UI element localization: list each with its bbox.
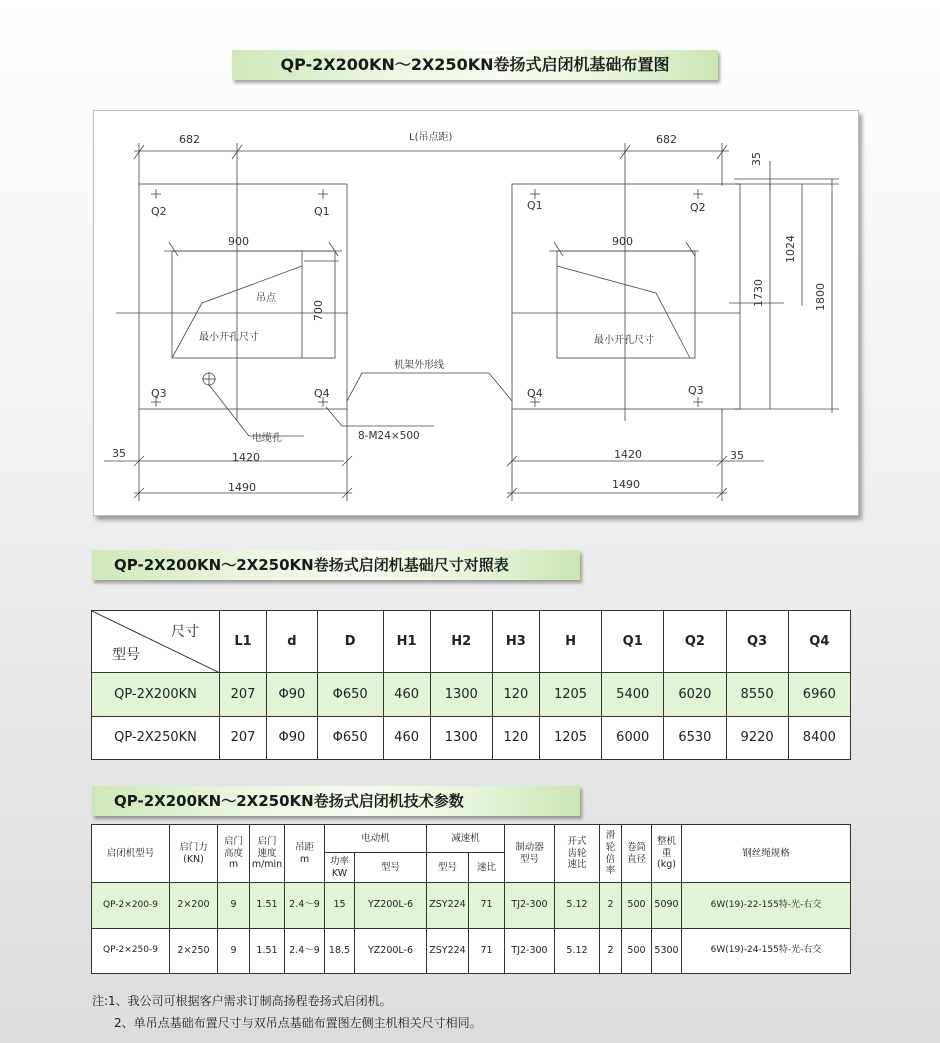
min-hole-label-right: 最小开孔尺寸: [594, 335, 654, 346]
dim-35-left: 35: [112, 447, 126, 460]
table-row: QP-2X200KN 207 Φ90 Φ650 460 1300 120 1205 5400 6020 8550 6960: [92, 673, 851, 717]
note-2: 2、单吊点基础布置尺寸与双吊点基础布置图左侧主机相关尺寸相同。: [114, 1016, 482, 1030]
dim-900-left: 900: [228, 235, 249, 248]
dim-1420-left: 1420: [232, 451, 260, 464]
q-left-top-1: Q2: [151, 205, 167, 218]
corner-size-label: 尺寸: [171, 624, 199, 640]
table1-header: Q2: [664, 611, 726, 673]
corner-model-label: 型号: [112, 647, 140, 663]
table1-title: QP-2X200KN～2X250KN卷扬式启闭机基础尺寸对照表: [92, 550, 580, 580]
dim-1730: 1730: [752, 279, 765, 307]
table1-header: H: [539, 611, 601, 673]
cable-hole-label: 电缆孔: [252, 433, 282, 444]
q-right-top-2: Q2: [690, 201, 706, 214]
hoist-point-label: 吊点: [256, 293, 276, 304]
q-left-bot-1: Q3: [151, 387, 167, 400]
q-left-bot-2: Q4: [314, 387, 330, 400]
dim-682-left: 682: [179, 133, 200, 146]
dim-35-right: 35: [730, 449, 744, 462]
table-row: QP-2X250KN 207 Φ90 Φ650 460 1300 120 1205 6000 6530 9220 8400: [92, 716, 851, 760]
table2-header-row-2: 功率 KW 型号 型号 速比: [92, 853, 851, 883]
table1-header: Q4: [788, 611, 850, 673]
table1-header: Q1: [602, 611, 664, 673]
dim-35-top: 35: [750, 152, 763, 166]
table1-header-row: [92, 611, 851, 673]
table1-header: D: [317, 611, 383, 673]
table1-header: d: [267, 611, 318, 673]
foundation-size-table: [91, 610, 851, 760]
dim-1490-right: 1490: [612, 478, 640, 491]
min-hole-label-left: 最小开孔尺寸: [199, 332, 259, 343]
dim-1420-right: 1420: [614, 448, 642, 461]
table1-header: H3: [492, 611, 539, 673]
table1-header: H2: [430, 611, 492, 673]
table2-title: QP-2X200KN～2X250KN卷扬式启闭机技术参数: [92, 786, 580, 816]
drawing-svg: [94, 111, 860, 517]
dim-682-right: 682: [656, 133, 677, 146]
dim-1800: 1800: [814, 283, 827, 311]
q-left-top-2: Q1: [314, 205, 330, 218]
note-1: 注:1、我公司可根据客户需求订制高扬程卷扬式启闭机。: [92, 994, 392, 1008]
q-right-top-1: Q1: [527, 199, 543, 212]
right-frame-outline: [512, 184, 740, 409]
bolts-label: 8-M24×500: [358, 430, 420, 442]
table1-corner-cell: [92, 611, 220, 673]
table1-header: L1: [220, 611, 267, 673]
foundation-layout-drawing: [93, 110, 859, 516]
frame-outline-label: 机架外形线: [394, 360, 444, 371]
q-right-bot-2: Q3: [688, 384, 704, 397]
notes: [92, 990, 482, 1034]
drawing-title: QP-2X200KN～2X250KN卷扬式启闭机基础布置图: [232, 50, 718, 80]
dim-1490-left: 1490: [228, 481, 256, 494]
table2-header-row-1: 启闭机型号 启门力 (KN) 启门 高度 m 启门 速度 m/min 吊距 m 电动机 减速机 制动器 型号 开式 齿轮 速比 滑 轮 倍 率 卷筒 直径 整机 重 (kg) 钢丝绳规格: [92, 825, 851, 853]
table1-header: Q3: [726, 611, 788, 673]
dim-L: L(吊点距): [409, 132, 453, 143]
table-row: QP-2×200-9 2×200 9 1.51 2.4～9 15 YZ200L-6 ZSY224 71 TJ2-300 5.12 2 500 5090 6W(19)-22-155特-光-右交: [92, 883, 851, 929]
dim-1024: 1024: [784, 235, 797, 263]
table-row: QP-2×250-9 2×250 9 1.51 2.4～9 18.5 YZ200L-6 ZSY224 71 TJ2-300 5.12 2 500 5300 6W(19)-24-155特-光-右交: [92, 928, 851, 974]
dim-900-right: 900: [612, 235, 633, 248]
table1-header: H1: [383, 611, 430, 673]
q-right-bot-1: Q4: [527, 387, 543, 400]
dim-700: 700: [312, 300, 325, 321]
technical-params-table: [91, 824, 851, 974]
